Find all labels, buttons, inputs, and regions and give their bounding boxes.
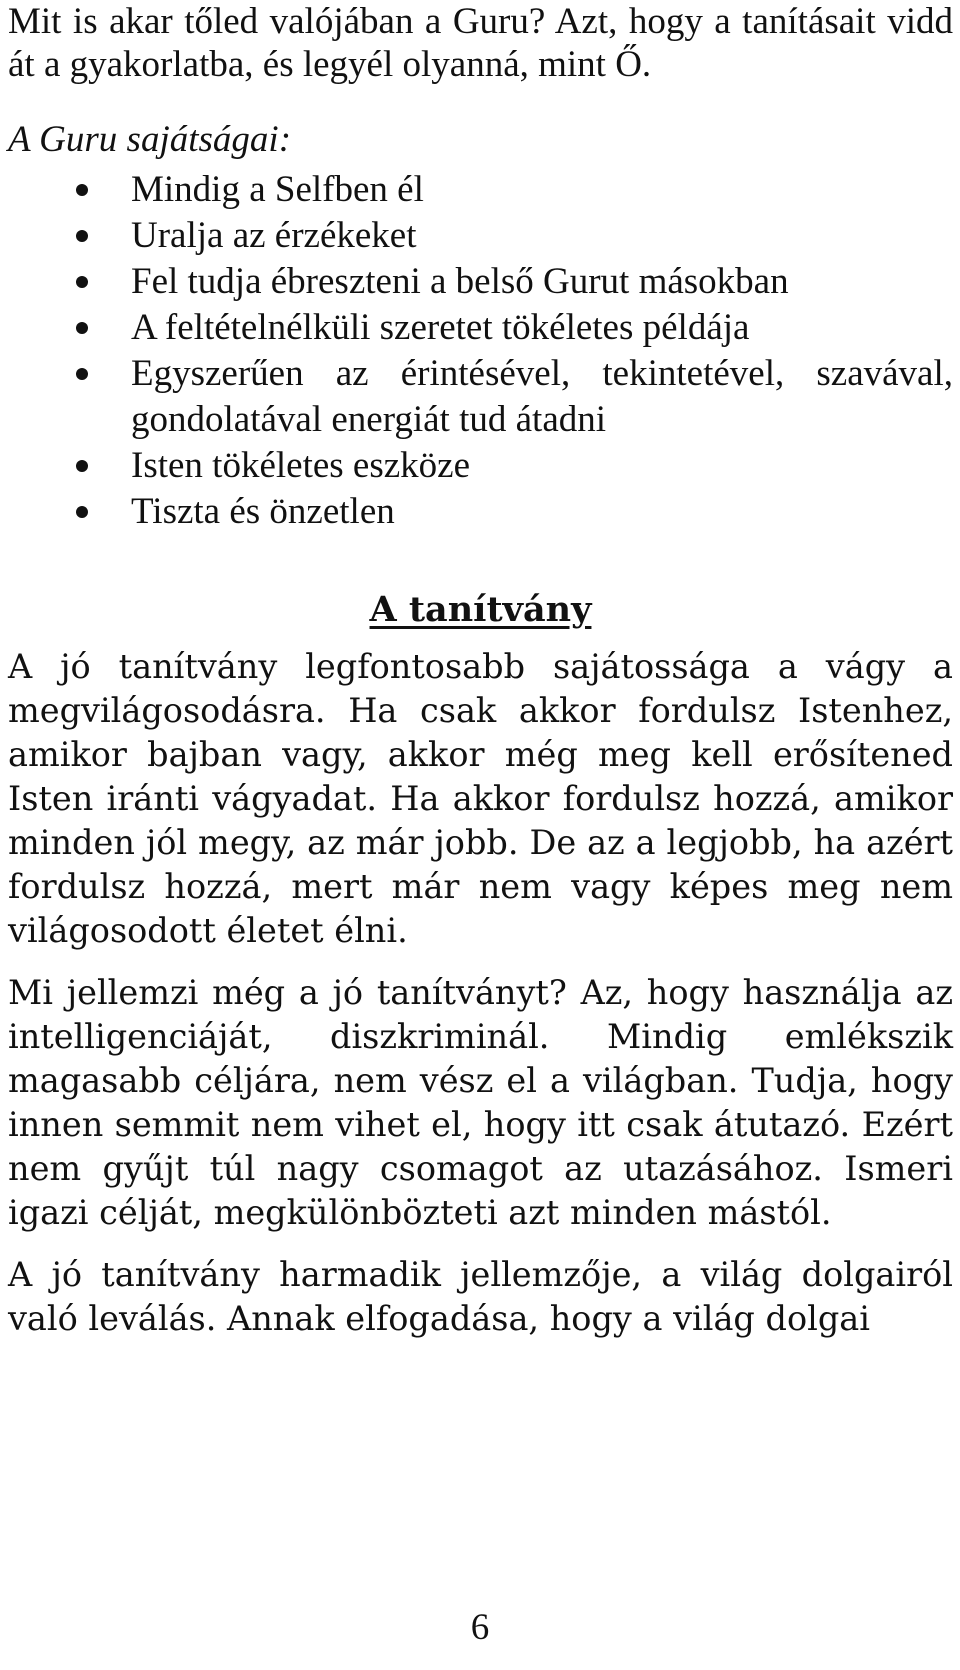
list-item-text: Tiszta és önzetlen: [131, 491, 395, 532]
list-item-text: Egyszerűen az érintésével, tekintetével, szavával, gondolatával energiát tud átadni: [131, 353, 953, 440]
guru-traits-heading: A Guru sajátságai:: [8, 119, 292, 160]
bullet-icon: [76, 368, 88, 380]
intro-paragraph: Mit is akar tőled valójában a Guru? Azt, hogy a tanításait vidd át a gyakorlatba, és legyél olyanná, mint Ő.: [8, 1, 953, 85]
list-item: [8, 351, 953, 443]
list-item-text: Uralja az érzékeket: [131, 215, 417, 256]
list-item-text: Mindig a Selfben él: [131, 169, 424, 210]
bullet-icon: [76, 460, 88, 472]
list-item-text: A feltételnélküli szeretet tökéletes példája: [131, 307, 750, 348]
bullet-icon: [76, 506, 88, 518]
list-item: [8, 213, 953, 259]
list-item: [8, 167, 953, 213]
body-paragraph-2: Mi jellemzi még a jó tanítványt? Az, hogy használja az intelligenciáját, diszkriminál. Mindig emlékszik magasabb céljára, nem vész el a világban. Tudja, hogy innen semmit nem vihet el, hogy itt csak átutazó. Ezért nem gyűjt túl nagy csomagot az utazásához. Ismeri igazi célját, megkülönbözteti azt minden mástól.: [8, 973, 953, 1232]
bullet-icon: [76, 276, 88, 288]
bullet-icon: [76, 230, 88, 242]
list-item: [8, 305, 953, 351]
body-paragraph-1: A jó tanítvány legfontosabb sajátossága a vágy a megvilágosodásra. Ha csak akkor fordulsz Istenhez, amikor bajban vagy, akkor még meg kell erősítened Isten iránti vágyadat. Ha akkor fordulsz hozzá, amikor minden jól megy, az már jobb. De az a legjobb, ha azért fordulsz hozzá, mert már nem vagy képes meg nem világosodott életet élni.: [8, 647, 953, 950]
body-paragraph-3: A jó tanítvány harmadik jellemzője, a világ dolgairól való leválás. Annak elfogadása, hogy a világ dolgai: [8, 1255, 953, 1338]
document-page: [8, 0, 953, 1341]
page-number: 6: [470, 1607, 490, 1648]
list-item-text: Fel tudja ébreszteni a belső Gurut másokban: [131, 261, 789, 302]
bullet-icon: [76, 322, 88, 334]
list-item: [8, 489, 953, 535]
list-item: [8, 259, 953, 305]
guru-traits-list: [8, 167, 953, 535]
list-item-text: Isten tökéletes eszköze: [131, 445, 471, 486]
list-item: [8, 443, 953, 489]
section-title: A tanítvány: [369, 589, 592, 630]
bullet-icon: [76, 184, 88, 196]
